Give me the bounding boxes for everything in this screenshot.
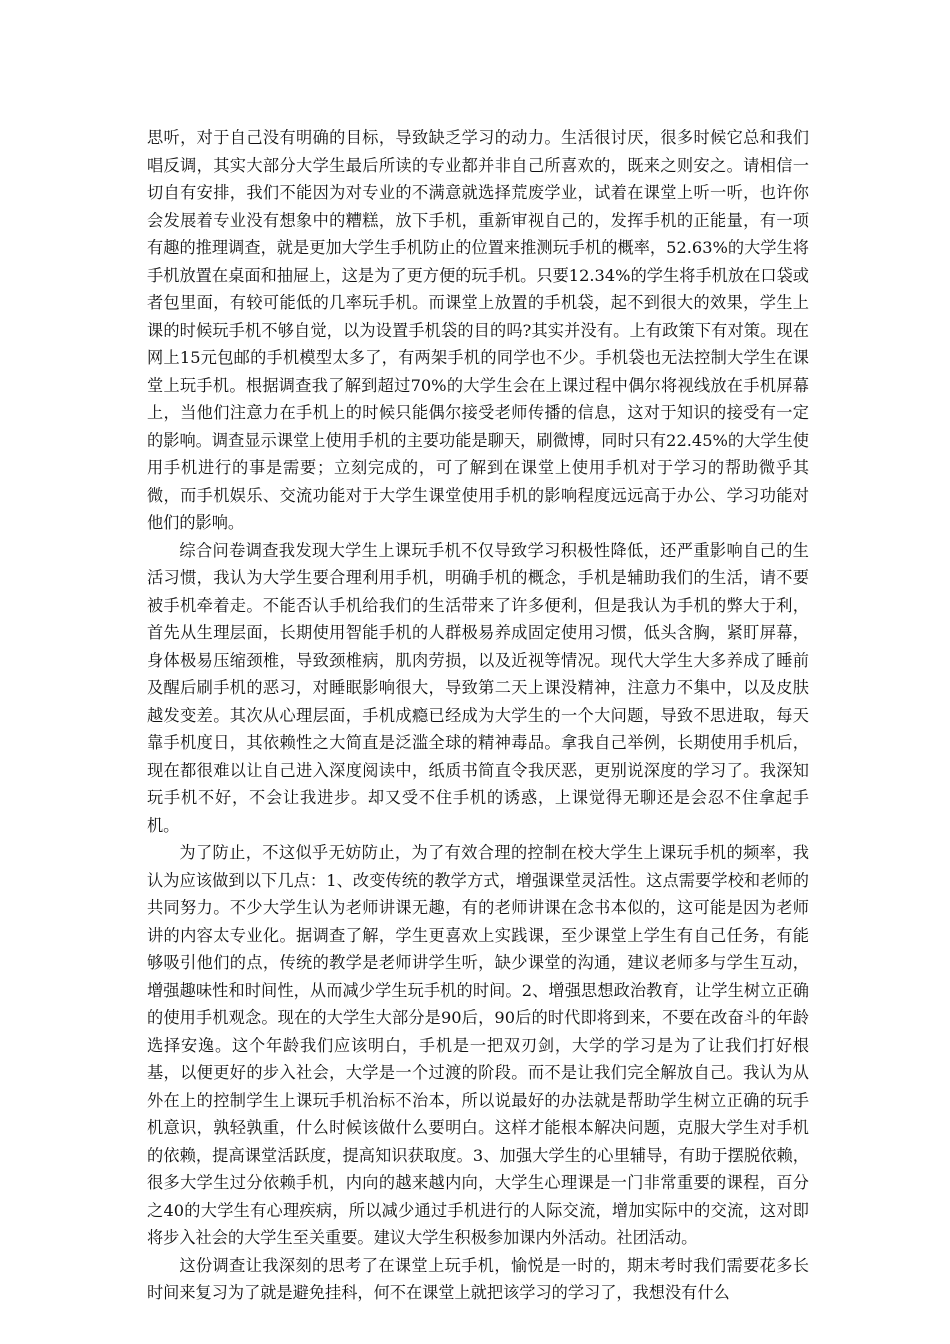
paragraph-conclusion: 这份调查让我深刻的思考了在课堂上玩手机，愉悦是一时的，期末考时我们需要花多长时间来复习为了就是避免挂科，何不在课堂上就把该学习的学习了，我想没有什么 bbox=[147, 1255, 809, 1302]
paragraph-recommendations: 为了防止，不这似乎无妨防止，为了有效合理的控制在校大学生上课玩手机的频率，我认为应该做到以下几点：1、改变传统的教学方式，增强课堂灵活性。这点需要学校和老师的共同努力。不少大学生认为老师讲课无趣，有的老师讲课在念书本似的，这可能是因为老师讲的内容太专业化。据调查了解，学生更喜欢上实践课，至少课堂上学生有自己任务，有能够吸引他们的点，传统的教学是老师讲学生听，缺少课堂的沟通，建议老师多与学生互动，增强趣味性和时间性，从而减少学生玩手机的时间。2、增强思想政治教育，让学生树立正确的使用手机观念。现在的大学生大部分是90后，90后的时代即将到来，不要在改奋斗的年龄选择安逸。这个年龄我们应该明白，手机是一把双刃剑，大学的学习是为了让我们打好根基，以便更好的步入社会，大学是一个过渡的阶段。而不是让我们完全解放自己。我认为从外在上的控制学生上课玩手机治标不治本，所以说最好的办法就是帮助学生树立正确的玩手机意识，孰轻孰重，什么时候该做什么要明白。这样才能根本解决问题，克服大学生对手机的依赖，提高课堂活跃度，提高知识获取度。3、加强大学生的心里辅导，有助于摆脱依赖，很多大学生过分依赖手机，内向的越来越内向，大学生心理课是一门非常重要的课程，百分之40的大学生有心理疾病，所以减少通过手机进行的人际交流，增加实际中的交流，这对即将步入社会的大学生至关重要。建议大学生积极参加课内外活动。社团活动。 bbox=[147, 843, 809, 1247]
document-body bbox=[147, 124, 809, 1307]
paragraph-continuation: 思听，对于自己没有明确的目标，导致缺乏学习的动力。生活很讨厌，很多时候它总和我们唱反调，其实大部分大学生最后所读的专业都并非自己所喜欢的，既来之则安之。请相信一切自有安排，我们不能因为对专业的不满意就选择荒废学业，试着在课堂上听一听，也许你会发展着专业没有想象中的糟糕，放下手机，重新审视自己的，发挥手机的正能量，有一项有趣的推理调查，就是更加大学生手机防止的位置来推测玩手机的概率，52.63%的大学生将手机放置在桌面和抽屉上，这是为了更方便的玩手机。只要12.34%的学生将手机放在口袋或者包里面，有较可能低的几率玩手机。而课堂上放置的手机袋，起不到很大的效果，学生上课的时候玩手机不够自觉，以为设置手机袋的目的吗?其实并没有。上有政策下有对策。现在网上15元包邮的手机模型太多了，有两架手机的同学也不少。手机袋也无法控制大学生在课堂上玩手机。根据调查我了解到超过70%的大学生会在上课过程中偶尔将视线放在手机屏幕上，当他们注意力在手机上的时候只能偶尔接受老师传播的信息，这对于知识的接受有一定的影响。调查显示课堂上使用手机的主要功能是聊天，刷微博，同时只有22.45%的大学生使用手机进行的事是需要；立刻完成的，可了解到在课堂上使用手机对于学习的帮助微乎其微，而手机娱乐、交流功能对于大学生课堂使用手机的影响程度远远高于办公、学习功能对他们的影响。 bbox=[147, 128, 809, 532]
paragraph-survey-summary: 综合问卷调查我发现大学生上课玩手机不仅导致学习积极性降低，还严重影响自己的生活习惯，我认为大学生要合理利用手机，明确手机的概念，手机是辅助我们的生活，请不要被手机牵着走。不能否认手机给我们的生活带来了许多便利，但是我认为手机的弊大于利，首先从生理层面，长期使用智能手机的人群极易养成固定使用习惯，低头含胸，紧盯屏幕，身体极易压缩颈椎，导致颈椎病，肌肉劳损，以及近视等情况。现代大学生大多养成了睡前及醒后刷手机的恶习，对睡眠影响很大，导致第二天上课没精神，注意力不集中，以及皮肤越发变差。其次从心理层面，手机成瘾已经成为大学生的一个大问题，导致不思进取，每天靠手机度日，其依赖性之大简直是泛滥全球的精神毒品。拿我自己举例，长期使用手机后，现在都很难以让自己进入深度阅读中，纸质书简直令我厌恶，更别说深度的学习了。我深知玩手机不好，不会让我进步。却又受不住手机的诱惑，上课觉得无聊还是会忍不住拿起手机。 bbox=[147, 540, 809, 835]
